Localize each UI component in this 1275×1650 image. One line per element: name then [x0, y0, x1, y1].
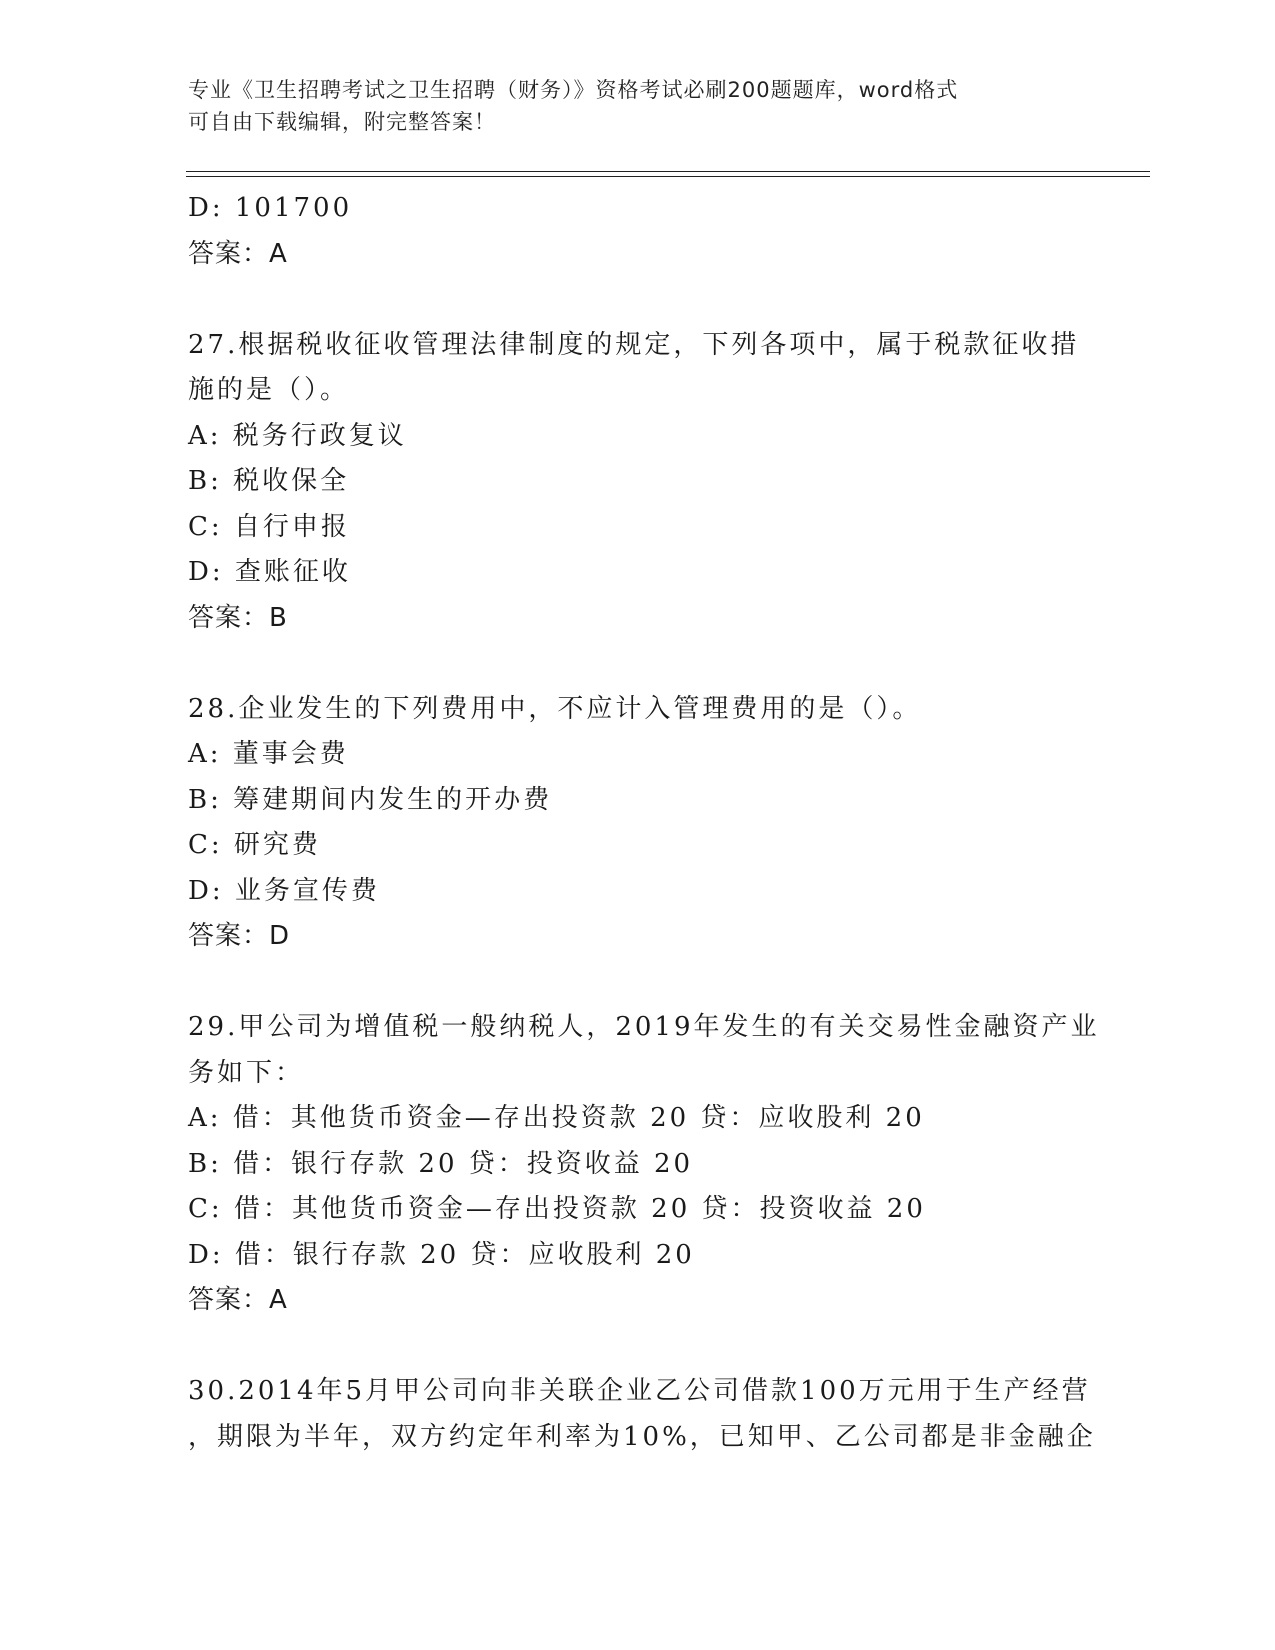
header-rule-top — [186, 171, 1150, 172]
header-rule-bottom — [186, 176, 1150, 177]
spacer — [188, 1324, 1128, 1370]
option-c: C: 研究费 — [188, 830, 321, 860]
document-header — [188, 74, 1088, 138]
option-c: C: 借：其他货币资金—存出投资款 20 贷：投资收益 20 — [188, 1194, 926, 1224]
spacer — [188, 960, 1128, 1006]
option-b: B: 筹建期间内发生的开办费 — [188, 784, 553, 815]
option-a: A: 借：其他货币资金—存出投资款 20 贷：应收股利 20 — [188, 1103, 925, 1133]
spacer — [188, 641, 1128, 687]
option-b: B: 税收保全 — [188, 466, 350, 496]
option-a: A: 董事会费 — [188, 739, 349, 769]
question-stem-line: 务如下： — [188, 1057, 305, 1088]
spacer — [188, 277, 1128, 323]
answer: 答案：A — [188, 1285, 288, 1315]
answer: 答案：B — [188, 602, 288, 633]
question-stem-line: 27.根据税收征收管理法律制度的规定，下列各项中，属于税款征收措 — [188, 329, 1080, 360]
question-stem-line: 施的是（）。 — [188, 375, 350, 405]
option-a: A: 税务行政复议 — [188, 420, 407, 451]
question-stem-line: ，期限为半年，双方约定年利率为10%，已知甲、乙公司都是非金融企 — [188, 1421, 1096, 1452]
question-stem-line: 29.甲公司为增值税一般纳税人，2019年发生的有关交易性金融资产业 — [188, 1012, 1100, 1042]
prev-question-option-d: D: 101700 — [188, 193, 353, 223]
question-27 — [188, 323, 1128, 642]
question-list — [188, 186, 1128, 1460]
header-title-line-1: 专业《卫生招聘考试之卫生招聘（财务）》资格考试必刷200题题库，word格式 — [188, 78, 959, 102]
option-d: D: 业务宣传费 — [188, 875, 380, 906]
question-stem-line: 30.2014年5月甲公司向非关联企业乙公司借款100万元用于生产经营 — [188, 1376, 1091, 1406]
option-d: D: 查账征收 — [188, 557, 351, 587]
question-28 — [188, 687, 1128, 960]
header-title-line-2: 可自由下载编辑，附完整答案！ — [188, 110, 496, 134]
option-d: D: 借：银行存款 20 贷：应收股利 20 — [188, 1239, 695, 1270]
answer: 答案：D — [188, 921, 291, 951]
option-c: C: 自行申报 — [188, 511, 350, 542]
prev-question-answer: 答案：A — [188, 238, 288, 269]
question-30 — [188, 1369, 1128, 1460]
option-b: B: 借：银行存款 20 贷：投资收益 20 — [188, 1148, 694, 1179]
question-stem-line: 28.企业发生的下列费用中，不应计入管理费用的是（）。 — [188, 693, 922, 724]
question-29 — [188, 1005, 1128, 1324]
